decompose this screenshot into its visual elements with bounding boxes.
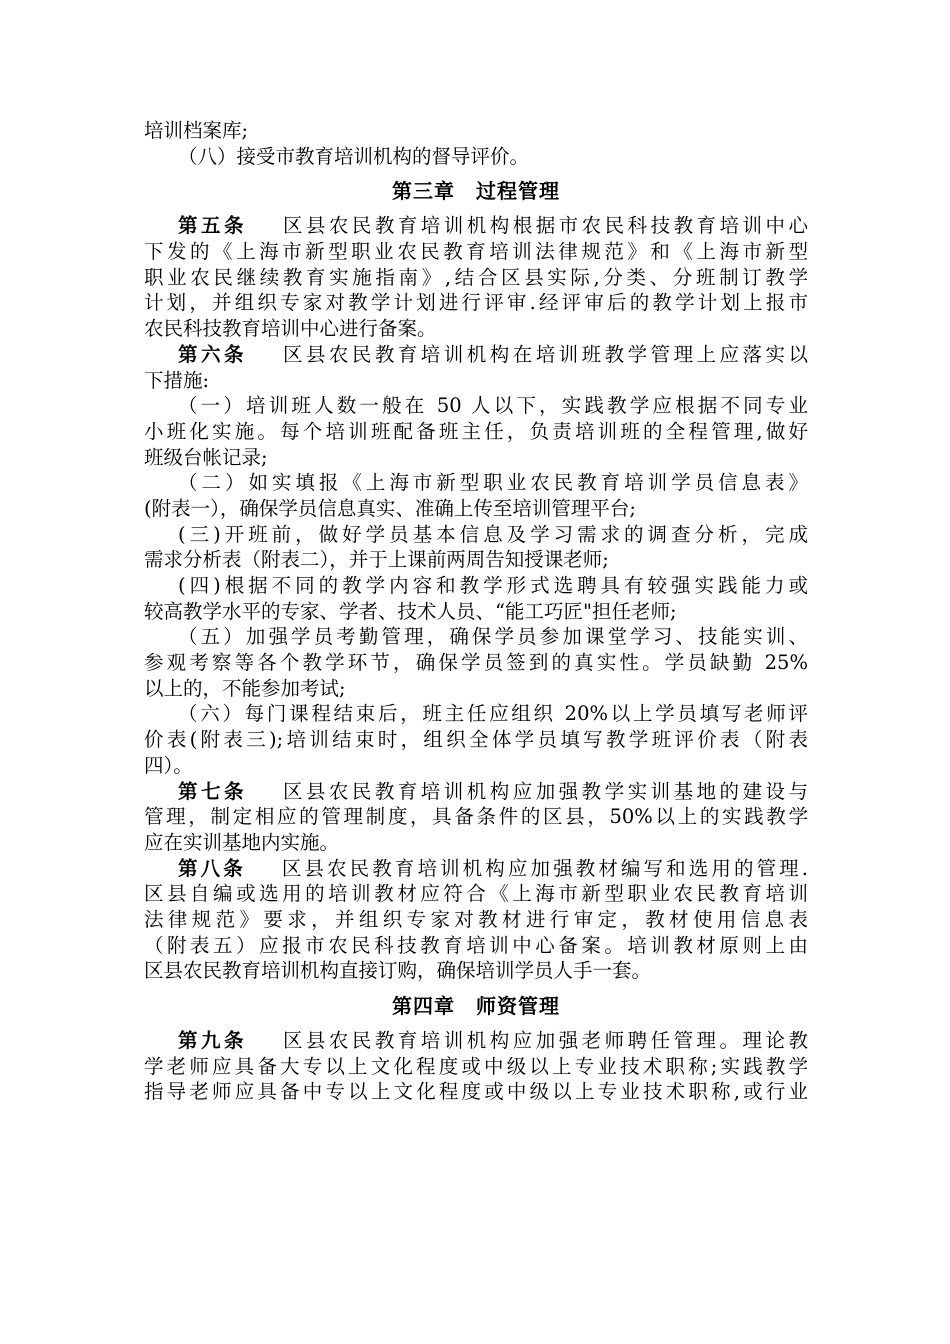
article-7-label: 第七条 bbox=[178, 779, 247, 803]
paragraph-line: 指导老师应具备中专以上文化程度或中级以上专业技术职称,或行业 bbox=[144, 1080, 808, 1104]
chapter-3-heading: 第三章 过程管理 bbox=[392, 179, 560, 204]
paragraph-line: 学老师应具备大专以上文化程度或中级以上专业技术职称;实践教学 bbox=[144, 1054, 808, 1078]
article-9-text: 区县农民教育培训机构应加强老师聘任管理。理论教 bbox=[282, 1029, 808, 1052]
article-8-text: 区县农民教育培训机构应加强教材编写和选用的管理. bbox=[281, 856, 808, 880]
list-item-1: （一）培训班人数一般在 50 人以下，实践教学应根据不同专业 bbox=[178, 394, 808, 418]
article-9-first-line bbox=[144, 1028, 808, 1054]
paragraph-line: 培训档案库; bbox=[144, 119, 249, 142]
article-8-label: 第八条 bbox=[178, 856, 246, 880]
paragraph-line: 职业农民继续教育实施指南》,结合区县实际,分类、分班制订教学 bbox=[144, 265, 808, 289]
article-5-first-line bbox=[144, 213, 808, 239]
paragraph-line: 区县农民教育培训机构直接订购，确保培训学员人手一套。 bbox=[144, 959, 652, 983]
paragraph-line: 管理，制定相应的管理制度，具备条件的区县，50%以上的实践教学 bbox=[144, 805, 808, 829]
list-item-6: （六）每门课程结束后，班主任应组织 20%以上学员填写老师评 bbox=[178, 702, 808, 726]
list-item-3: (三)开班前，做好学员基本信息及学习需求的调查分析，完成 bbox=[178, 522, 808, 546]
paragraph-line: 农民科技教育培训中心进行备案。 bbox=[144, 317, 437, 341]
paragraph-line: 区县自编或选用的培训教材应符合《上海市新型职业农民教育培训 bbox=[144, 882, 808, 906]
article-6 bbox=[144, 342, 808, 779]
article-6-label: 第六条 bbox=[178, 342, 247, 366]
list-item-5: （五）加强学员考勤管理，确保学员参加课堂学习、技能实训、 bbox=[178, 625, 808, 649]
article-5 bbox=[144, 213, 808, 341]
paragraph-line: 需求分析表（附表二），并于上课前两周告知授课老师; bbox=[144, 548, 609, 572]
paragraph-line: 小班化实施。每个培训班配备班主任，负责培训班的全程管理,做好 bbox=[144, 419, 808, 443]
paragraph-line: 法律规范》要求，并组织专家对教材进行审定，教材使用信息表 bbox=[144, 907, 808, 931]
paragraph-line: （附表五）应报市农民科技教育培训中心备案。培训教材原则上由 bbox=[144, 933, 808, 957]
article-8-first-line bbox=[144, 856, 808, 882]
document-page bbox=[144, 118, 808, 1105]
paragraph-line: 以上的，不能参加考试; bbox=[144, 676, 346, 700]
chapter-4-heading: 第四章 师资管理 bbox=[392, 994, 560, 1018]
article-9-label: 第九条 bbox=[178, 1029, 247, 1052]
paragraph-line: 价表(附表三);培训结束时，组织全体学员填写教学班评价表（附表 bbox=[144, 728, 808, 752]
paragraph-line: 下措施: bbox=[144, 368, 210, 392]
list-item-8: （八）接受市教育培训机构的督导评价。 bbox=[178, 144, 530, 168]
article-5-label: 第五条 bbox=[178, 214, 247, 238]
article-7 bbox=[144, 779, 808, 856]
paragraph-line: 下发的《上海市新型职业农民教育培训法律规范》和《上海市新型 bbox=[144, 240, 808, 264]
article-9 bbox=[144, 1028, 808, 1105]
list-item-4: (四)根据不同的教学内容和教学形式选聘具有较强实践能力或 bbox=[178, 574, 808, 597]
paragraph-line: 四）。 bbox=[144, 753, 193, 777]
list-item-2: （二）如实填报《上海市新型职业农民教育培训学员信息表》 bbox=[178, 471, 808, 495]
article-7-first-line bbox=[144, 779, 808, 805]
article-5-text: 区县农民教育培训机构根据市农民科技教育培训中心 bbox=[282, 214, 808, 238]
article-6-text: 区县农民教育培训机构在培训班教学管理上应落实以 bbox=[282, 342, 808, 366]
paragraph-line: 参观考察等各个教学环节，确保学员签到的真实性。学员缺勤 25% bbox=[144, 651, 808, 675]
article-7-text: 区县农民教育培训机构应加强教学实训基地的建设与 bbox=[282, 779, 808, 803]
paragraph-line: 班级台帐记录; bbox=[144, 445, 268, 469]
paragraph-line: 计划，并组织专家对教学计划进行评审.经评审后的教学计划上报市 bbox=[144, 291, 808, 315]
paragraph-line: (附表一），确保学员信息真实、准确上传至培训管理平台; bbox=[144, 496, 636, 520]
paragraph-line: 较高教学水平的专家、学者、技术人员、“能工巧匠"担任老师; bbox=[144, 599, 677, 623]
article-6-first-line bbox=[144, 342, 808, 368]
paragraph-line: 应在实训基地内实施。 bbox=[144, 830, 340, 854]
article-8 bbox=[144, 856, 808, 984]
